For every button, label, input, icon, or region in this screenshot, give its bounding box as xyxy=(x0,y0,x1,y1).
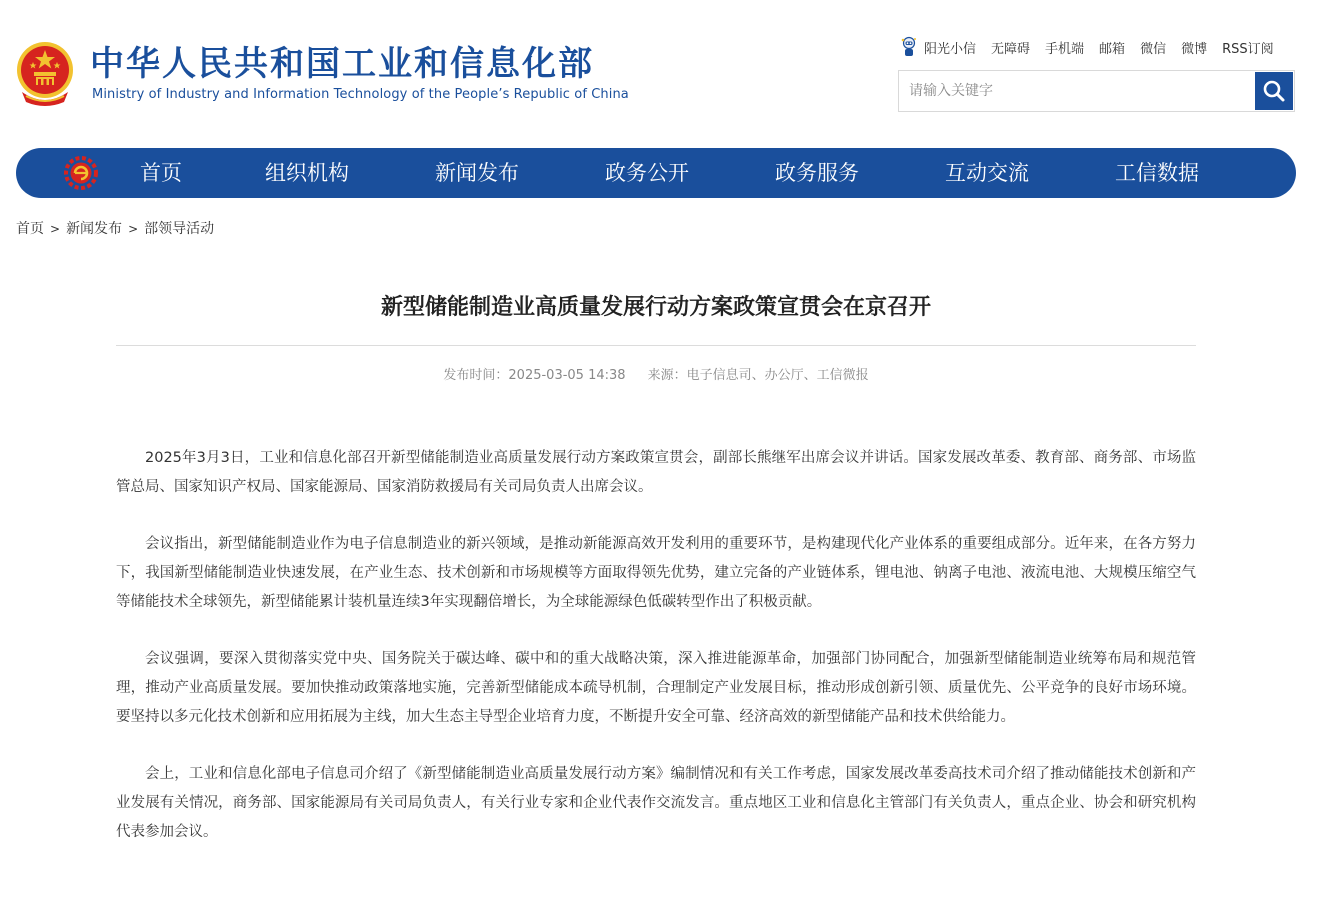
national-emblem-icon[interactable] xyxy=(14,40,76,106)
search-button[interactable] xyxy=(1255,72,1293,110)
article-paragraph: 会议指出，新型储能制造业作为电子信息制造业的新兴领域，是推动新能源高效开发利用的重要环节，是构建现代化产业体系的重要组成部分。近年来，在各方努力下，我国新型储能制造业快速发展，在产业生态、技术创新和市场规模等方面取得领先优势，建立完备的产业链体系，锂电池、钠离子电池、液流电池、大规模压缩空气等储能技术全球领先，新型储能累计装机量连续3年实现翻倍增长，为全球能源绿色低碳转型作出了积极贡献。 xyxy=(116,536,1196,610)
site-title[interactable]: 中华人民共和国工业和信息化部 xyxy=(90,44,594,84)
article-source: 来源：电子信息司、办公厅、工信微报 xyxy=(647,368,869,383)
search-box xyxy=(898,70,1295,112)
article-paragraph: 会议强调，要深入贯彻落实党中央、国务院关于碳达峰、碳中和的重大战略决策，深入推进能源革命，加强部门协同配合，加强新型储能制造业统筹布局和规范管理，推动产业高质量发展。要加快推动政策落地实施，完善新型储能成本疏导机制，合理制定产业发展目标，推动形成创新引领、质量优先、公平竞争的良好市场环境。要坚持以多元化技术创新和应用拓展为主线，加大生态主导型企业培育力度，不断提升安全可靠、经济高效的新型储能产品和技术供给能力。 xyxy=(116,651,1196,725)
site-header xyxy=(0,0,1322,140)
nav-item-government-services[interactable]: 政务服务 xyxy=(775,161,859,185)
breadcrumb-leader-activities[interactable]: 部领导活动 xyxy=(144,221,215,237)
toplink-mailbox[interactable]: 邮箱 xyxy=(1099,41,1126,57)
article-title: 新型储能制造业高质量发展行动方案政策宣贯会在京召开 xyxy=(380,295,931,320)
article-meta xyxy=(116,364,1196,383)
article-paragraph: 2025年3月3日，工业和信息化部召开新型储能制造业高质量发展行动方案政策宣贯会，副部长熊继军出席会议并讲话。国家发展改革委、教育部、商务部、市场监管总局、国家知识产权局、国家能源局、国家消防救援局有关司局负责人出席会议。 xyxy=(116,450,1196,495)
breadcrumb-home[interactable]: 首页 xyxy=(16,221,44,237)
main-nav xyxy=(16,148,1296,198)
nav-item-home[interactable]: 首页 xyxy=(140,161,182,185)
breadcrumb-separator: > xyxy=(128,222,139,236)
nav-item-government-affairs[interactable]: 政务公开 xyxy=(605,161,689,185)
search-icon xyxy=(1262,79,1286,103)
breadcrumb-separator: > xyxy=(50,222,61,236)
nav-logo-icon[interactable] xyxy=(64,156,98,190)
breadcrumb xyxy=(16,218,214,238)
title-divider xyxy=(116,345,1196,346)
toplink-accessibility[interactable]: 无障碍 xyxy=(991,41,1031,57)
toplink-sunshine[interactable]: 阳光小信 xyxy=(924,41,977,57)
article-body xyxy=(116,444,1196,875)
top-links xyxy=(900,36,1274,58)
robot-mascot-icon[interactable] xyxy=(900,36,918,58)
toplink-wechat[interactable]: 微信 xyxy=(1140,41,1167,57)
breadcrumb-news[interactable]: 新闻发布 xyxy=(66,221,123,237)
article-paragraph: 会上，工业和信息化部电子信息司介绍了《新型储能制造业高质量发展行动方案》编制情况和有关工作考虑，国家发展改革委高技术司介绍了推动储能技术创新和产业发展有关情况，商务部、国家能源局有关司局负责人，有关行业专家和企业代表作交流发言。重点地区工业和信息化主管部门有关负责人，重点企业、协会和研究机构代表参加会议。 xyxy=(116,766,1196,840)
nav-item-interaction[interactable]: 互动交流 xyxy=(945,161,1029,185)
toplink-rss[interactable]: RSS订阅 xyxy=(1222,41,1274,57)
nav-item-news[interactable]: 新闻发布 xyxy=(435,161,519,185)
nav-item-data[interactable]: 工信数据 xyxy=(1115,161,1199,185)
toplink-mobile[interactable]: 手机端 xyxy=(1045,41,1085,57)
search-input[interactable] xyxy=(899,71,1249,111)
publish-time: 发布时间：2025-03-05 14:38 xyxy=(443,368,626,383)
toplink-weibo[interactable]: 微博 xyxy=(1181,41,1208,57)
site-subtitle: Ministry of Industry and Information Technology of the People’s Republic of China xyxy=(92,87,629,102)
nav-item-organization[interactable]: 组织机构 xyxy=(265,161,349,185)
